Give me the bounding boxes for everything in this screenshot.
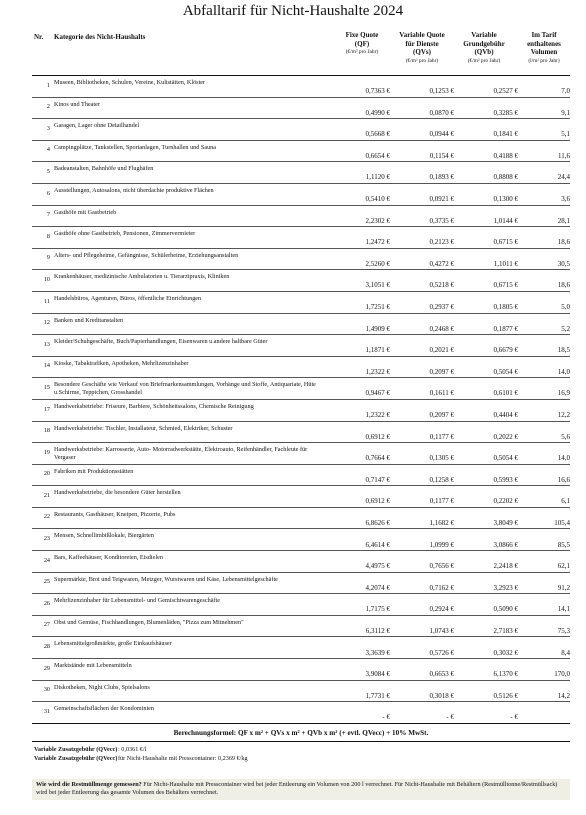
surcharge-line-1 — [34, 746, 147, 753]
table-row — [32, 98, 570, 120]
row-volume: 18,5 — [557, 346, 570, 355]
table-header — [32, 31, 570, 76]
header-qvb-line3: (QVb) — [474, 48, 494, 57]
row-qvb: 0,5054 € — [493, 454, 518, 463]
row-qvs: 0,5726 € — [429, 648, 454, 657]
row-nr: 2 — [46, 103, 50, 111]
row-volume: 75,3 — [557, 626, 570, 635]
calculation-formula: Berechnungsformel: QF x m² + QVs x m² + QVb x m² (+ evtl. QVecc) + 10% MwSt. — [32, 723, 570, 742]
header-qf-unit: (€/m² pro Jahr) — [345, 49, 379, 56]
row-kategorie: Gemeinschaftsflächen der Kondominien — [54, 705, 154, 713]
row-volume: 24,4 — [557, 173, 570, 182]
row-qf: 0,6654 € — [365, 151, 390, 160]
row-volume: 5,0 — [561, 303, 570, 312]
row-qvs: 0,0870 € — [429, 108, 454, 117]
table-row — [32, 357, 570, 379]
row-kategorie: Kleider/Schuhgeschäfte, Buch/Papierhandlungen, Eisenwaren u.andere haltbare Güter — [54, 338, 268, 346]
row-qvb: 0,5993 € — [493, 475, 518, 484]
row-qvb: 3,0866 € — [493, 540, 518, 549]
row-qvs: 0,1258 € — [429, 475, 454, 484]
row-qf: 1,2472 € — [365, 238, 390, 247]
row-nr: 8 — [46, 232, 50, 240]
row-qf: 1,2322 € — [365, 411, 390, 419]
row-qf: 1,7175 € — [365, 605, 390, 614]
row-volume: 8,4 — [561, 648, 570, 657]
row-qvs: 0,2937 € — [429, 303, 454, 312]
row-qf: - € — [382, 713, 390, 722]
row-kategorie: Marktstände mit Lebensmitteln — [54, 662, 132, 670]
header-qvb-line1: Variable — [471, 31, 497, 39]
row-volume: 7,0 — [561, 87, 570, 96]
row-qvb: 0,6679 € — [493, 346, 518, 355]
row-volume: 30,5 — [557, 259, 570, 268]
row-qf: 1,1871 € — [365, 346, 390, 355]
row-kategorie: Gasthöfe ohne Gastbetrieb, Pensionen, Zimmervermieter — [54, 230, 196, 238]
row-qvb: 1,0144 € — [493, 216, 518, 225]
row-qvb: 0,8808 € — [493, 173, 518, 182]
row-qvb: 0,2527 € — [493, 87, 518, 96]
row-nr: 23 — [43, 535, 50, 543]
row-qvb: 0,2202 € — [493, 497, 518, 506]
row-kategorie: Bars, Kaffeehäuser, Konditoreien, Eisdielen — [54, 554, 163, 562]
row-volume: 5,1 — [561, 130, 570, 139]
row-nr: 31 — [43, 707, 50, 715]
row-qvs: 0,1611 € — [429, 389, 454, 398]
row-kategorie: Alters- und Pflegeheime, Gefängnisse, Schülerheime, Erziehungsanstalten — [54, 251, 239, 259]
header-qvs-line1: Variable Quote — [399, 31, 445, 39]
row-volume: 14,0 — [557, 454, 570, 463]
row-volume: 85,5 — [557, 540, 570, 549]
row-qvs: 0,1154 € — [429, 151, 454, 160]
row-kategorie: Mehrlizenzinhaber für Lebensmittel- und Gemischtwarengeschäfte — [54, 597, 220, 605]
row-qvs: 0,0921 € — [429, 195, 454, 204]
table-row — [32, 335, 570, 357]
row-qvb: 1,1011 € — [493, 259, 518, 268]
row-qvs: 0,7162 € — [429, 583, 454, 592]
row-qf: 6,3112 € — [365, 626, 390, 635]
row-nr: 29 — [43, 664, 50, 672]
row-nr: 6 — [46, 189, 50, 197]
row-qf: 1,7251 € — [365, 303, 390, 312]
row-qvb: 6,1370 € — [493, 670, 518, 679]
row-nr: 4 — [46, 146, 50, 154]
row-qvb: 0,5054 € — [493, 367, 518, 376]
header-qvb-unit: (€/m² pro Jahr) — [467, 57, 501, 64]
table-row — [32, 465, 570, 487]
row-kategorie: Diskotheken, Night Clubs, Spielsalons — [54, 683, 150, 691]
row-nr: 24 — [43, 556, 50, 564]
row-volume: 14,0 — [557, 367, 570, 376]
row-qvb: 0,3285 € — [493, 108, 518, 117]
row-qvs: 0,2123 € — [429, 238, 454, 247]
header-volume-line3: Volumen — [530, 48, 558, 57]
row-qvs: 0,2924 € — [429, 605, 454, 614]
row-kategorie: Fabriken mit Produktionsstätten — [54, 467, 134, 475]
row-nr: 22 — [43, 513, 50, 521]
row-nr: 15 — [43, 383, 50, 391]
row-volume: 14,2 — [557, 691, 570, 700]
surcharge-label-1: Variable Zusatzgebühr (QVecc) — [34, 746, 118, 753]
row-qvs: 0,1177 € — [429, 497, 454, 506]
row-kategorie: Mensen, Schnellimbißlokale, Biergärten — [54, 532, 154, 540]
row-kategorie: Handwerksbetriebe, die besondere Güter herstellen — [54, 489, 181, 497]
table-row — [32, 314, 570, 336]
table-row — [32, 508, 570, 530]
table-row — [32, 141, 570, 163]
header-qf-line1: Fixe Quote — [345, 31, 379, 39]
row-qvb: 2,2418 € — [493, 562, 518, 571]
row-volume: 6,1 — [561, 497, 570, 506]
header-volume-line2: enthaltenes — [527, 39, 561, 48]
row-volume: 62,1 — [557, 562, 570, 571]
row-volume: 3,6 — [561, 195, 570, 204]
row-volume: 14,1 — [557, 605, 570, 614]
row-qf: 0,5668 € — [365, 130, 390, 139]
row-qf: 0,7147 € — [365, 475, 390, 484]
row-qvs: 0,1253 € — [429, 87, 454, 96]
table-row — [32, 551, 570, 573]
row-nr: 9 — [46, 254, 50, 262]
header-kategorie: Kategorie des Nicht-Haushalts — [54, 33, 146, 41]
table-row — [32, 443, 570, 465]
row-volume: 12,2 — [557, 411, 570, 419]
row-volume: 5,2 — [561, 324, 570, 333]
row-nr: 11 — [44, 297, 50, 305]
row-qf: 1,4909 € — [365, 324, 390, 333]
row-qf: 0,9467 € — [365, 389, 390, 398]
row-qvs: 0,2097 € — [429, 411, 454, 419]
row-qf: 3,3639 € — [365, 648, 390, 657]
table-row — [32, 422, 570, 444]
row-nr: 25 — [43, 578, 50, 586]
page-title: Abfalltarif für Nicht-Haushalte 2024 — [182, 3, 404, 19]
table-row — [32, 637, 570, 659]
row-volume: 105,4 — [554, 518, 570, 527]
row-volume: 18,6 — [557, 238, 570, 247]
surcharge-label-2: Variable Zusatzgebühr (QVecc) — [34, 755, 118, 762]
row-volume: 9,1 — [561, 108, 570, 117]
row-qvb: 0,2022 € — [493, 432, 518, 441]
row-qvs: 0,6653 € — [429, 670, 454, 679]
row-qvb: 3,8049 € — [493, 518, 518, 527]
row-qvb: 0,6715 € — [493, 238, 518, 247]
row-qvs: 0,5218 € — [429, 281, 454, 290]
table-row — [32, 529, 570, 551]
row-kategorie: Kioske, Tabaktrafiken, Apotheken, Mehrlizenzinhaber — [54, 359, 189, 367]
row-qvb: 0,1300 € — [493, 195, 518, 204]
row-qvb: 0,1877 € — [493, 324, 518, 333]
row-qvs: 0,1177 € — [429, 432, 454, 441]
row-kategorie: Handwerksbetriebe: Karrosserie, Auto- Motorradwerkstätte, Elektroauto, Reifenhändler, Fachleute für Vergaser — [54, 446, 308, 461]
table-row — [32, 76, 570, 98]
measurement-note — [32, 779, 570, 800]
row-qf: 3,1051 € — [365, 281, 390, 290]
row-volume: 16,6 — [557, 475, 570, 484]
header-qvs-line2: für Dienste — [405, 39, 439, 48]
row-nr: 21 — [43, 491, 50, 499]
table-row — [32, 270, 570, 292]
row-qvs: 0,3735 € — [429, 216, 454, 225]
row-qvs: 0,1893 € — [429, 173, 454, 182]
row-volume: 91,2 — [557, 583, 570, 592]
header-qvb-line2: Grundgebühr — [463, 39, 505, 48]
table-row — [32, 681, 570, 703]
row-kategorie: Besondere Geschäfte wie Verkauf von Briefmarkensammlungen, Vorhänge und Stoffe, Antiquariate, Hüte u.Schirme, Teppichen, Grosshandel — [54, 381, 316, 396]
row-qvs: 0,0944 € — [429, 130, 454, 139]
row-qf: 6,4614 € — [365, 540, 390, 549]
row-qf: 0,7664 € — [365, 454, 390, 463]
table-row — [32, 616, 570, 638]
row-qvs: 0,1305 € — [429, 454, 454, 463]
row-nr: 19 — [43, 448, 50, 456]
header-qf-line2: (QF) — [354, 39, 370, 48]
row-nr: 13 — [43, 340, 50, 348]
table-row — [32, 227, 570, 249]
table-row — [32, 573, 570, 595]
row-qf: 0,7363 € — [365, 87, 390, 96]
row-qf: 0,6912 € — [365, 497, 390, 506]
row-kategorie: Kinos und Theater — [54, 100, 100, 108]
header-nr: Nr. — [34, 33, 44, 41]
row-kategorie: Badeanstalten, Bahnhöfe und Flughäfen — [54, 165, 154, 173]
row-qf: 6,8626 € — [365, 518, 390, 527]
row-volume: 16,9 — [557, 389, 570, 398]
row-qvs: 1,0743 € — [429, 626, 454, 635]
row-qf: 1,1120 € — [365, 173, 390, 182]
row-nr: 27 — [43, 621, 50, 629]
row-qvb: 0,3032 € — [493, 648, 518, 657]
row-qf: 1,7731 € — [365, 691, 390, 700]
row-qf: 4,4975 € — [365, 562, 390, 571]
row-qvb: 2,7183 € — [493, 626, 518, 635]
header-qvs-unit: (€/m² pro Jahr) — [405, 57, 439, 64]
table-row — [32, 119, 570, 141]
row-volume: 28,1 — [557, 216, 570, 225]
row-kategorie: Supermärkte, Brot und Teigwaren, Metzger, Wurstwaren und Käse, Lebensmittelgeschäfte — [54, 575, 278, 583]
table-row — [32, 249, 570, 271]
row-qf: 0,5410 € — [365, 195, 390, 204]
row-qvb: 3,2923 € — [493, 583, 518, 592]
surcharge-line-2 — [34, 755, 248, 762]
table-row — [32, 486, 570, 508]
row-kategorie: Krankenhäuser, medizinische Ambulatorien u. Tierarztpraxis, Kliniken — [54, 273, 230, 281]
header-volume-unit: (l/m² pro Jahr) — [528, 57, 560, 64]
row-nr: 1 — [46, 81, 50, 89]
row-kategorie: Ausstellungen, Autosalons, nicht überdachte produktive Flächen — [54, 186, 214, 194]
tariff-table-body — [32, 76, 570, 724]
table-row — [32, 292, 570, 314]
row-nr: 7 — [46, 211, 50, 219]
note-text: Für Nicht-Haushalte mit Presscontainer wird bei jeder Entleerung ein Volumen von 200 l verrechnet. Für Nicht-Haushalte mit Behältern (Restmülltonne/Restmüllsack) wird bei jeder Entleerung das gesamte Volumen des Behälters verrechnet. — [36, 781, 558, 797]
row-qvb: 0,4404 € — [493, 411, 518, 419]
row-qvs: 1,1682 € — [429, 518, 454, 527]
row-kategorie: Lebensmittelgroßmärkte, große Einkaufshäuser — [54, 640, 172, 648]
row-kategorie: Gasthöfe mit Gastbetrieb — [54, 208, 117, 216]
table-row — [32, 378, 570, 400]
row-qf: 0,4990 € — [365, 108, 390, 117]
surcharge-value-2: für Nicht-Haushalte mit Presscontainer: 0,2369 €/kg — [118, 755, 248, 762]
row-kategorie: Campingplätze, Tankstellen, Sportanlagen, Turnhallen und Sauna — [54, 143, 217, 151]
note-question: Wie wird die Restmüllmenge gemessen? — [36, 781, 142, 788]
row-qf: 4,2074 € — [365, 583, 390, 592]
table-row — [32, 184, 570, 206]
row-nr: 26 — [43, 599, 50, 607]
row-kategorie: Obst und Gemüse, Fischhandlungen, Blumenläden, "Pizza zum Mitnehmen" — [54, 618, 244, 626]
row-nr: 17 — [43, 405, 50, 413]
header-volume — [506, 31, 582, 65]
row-qvb: 0,4188 € — [493, 151, 518, 160]
row-qf: 1,2322 € — [365, 367, 390, 376]
row-qf: 3,9084 € — [365, 670, 390, 679]
row-volume: 5,6 — [561, 432, 570, 441]
row-kategorie: Handelsbüros, Agenturen, Büros, öffentliche Einrichtungen — [54, 294, 202, 302]
table-row — [32, 162, 570, 184]
row-kategorie: Handwerksbetriebe: Friseure, Barbiere, Schönheitssalons, Chemische Reinigung — [54, 402, 254, 410]
surcharge-value-1: : 0,0361 €/l — [118, 746, 147, 753]
row-qf: 2,2302 € — [365, 216, 390, 225]
row-nr: 18 — [43, 427, 50, 435]
table-row — [32, 594, 570, 616]
row-nr: 5 — [46, 167, 50, 175]
row-volume: 11,6 — [558, 151, 570, 160]
row-qvs: 0,3018 € — [429, 691, 454, 700]
row-qvb: 0,5090 € — [493, 605, 518, 614]
row-qvb: - € — [510, 713, 518, 722]
row-kategorie: Restaurants, Gasthäuser, Kneipen, Pizzerie, Pubs — [54, 510, 176, 518]
row-qvb: 0,5126 € — [493, 691, 518, 700]
row-volume: 18,6 — [557, 281, 570, 290]
row-nr: 14 — [43, 362, 50, 370]
row-nr: 12 — [43, 319, 50, 327]
row-qvs: 0,2021 € — [429, 346, 454, 355]
row-nr: 30 — [43, 686, 50, 694]
row-nr: 10 — [43, 275, 50, 283]
row-qvs: 0,4272 € — [429, 259, 454, 268]
row-qvb: 0,1805 € — [493, 303, 518, 312]
table-row — [32, 659, 570, 681]
row-nr: 20 — [43, 470, 50, 478]
header-volume-line1: Im Tarif — [531, 31, 557, 39]
table-row — [32, 702, 570, 724]
header-qvs-line3: (QVs) — [413, 48, 431, 57]
row-nr: 28 — [43, 643, 50, 651]
row-qvs: 0,2468 € — [429, 324, 454, 333]
row-qvb: 0,6101 € — [493, 389, 518, 398]
row-qvb: 0,1841 € — [493, 130, 518, 139]
table-row — [32, 206, 570, 228]
row-qf: 2,5260 € — [365, 259, 390, 268]
row-qvb: 0,6715 € — [493, 281, 518, 290]
row-qvs: - € — [446, 713, 454, 722]
row-qvs: 0,7656 € — [429, 562, 454, 571]
row-nr: 3 — [46, 124, 50, 132]
row-qvs: 1,0999 € — [429, 540, 454, 549]
row-qf: 0,6912 € — [365, 432, 390, 441]
row-kategorie: Banken und Kreditanstalten — [54, 316, 124, 324]
row-kategorie: Handwerksbetriebe: Tischler, Installateur, Schmied, Elektriker, Schuster — [54, 424, 233, 432]
table-row — [32, 400, 570, 422]
row-kategorie: Museen, Bibliotheken, Schulen, Vereine, Kultstätten, Klöster — [54, 79, 206, 86]
row-qvs: 0,2097 € — [429, 367, 454, 376]
row-volume: 170,0 — [554, 670, 570, 679]
row-kategorie: Garagen, Lager ohne Detailhandel — [54, 122, 140, 130]
